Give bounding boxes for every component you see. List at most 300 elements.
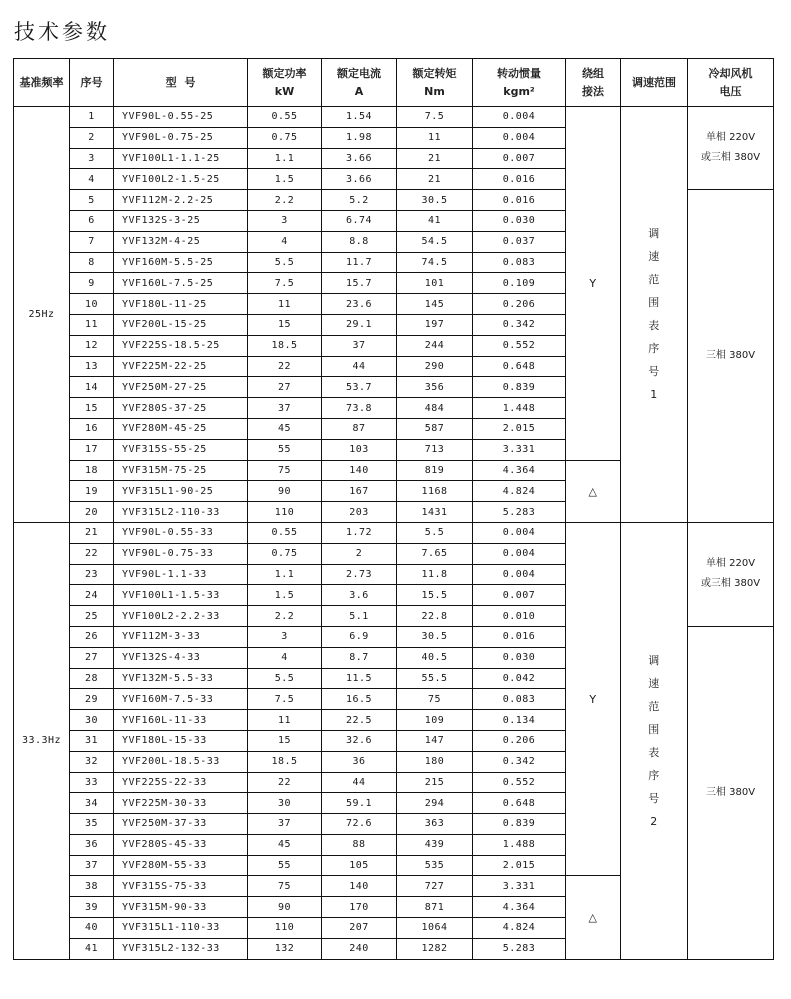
rated-torque-cell: 145	[397, 294, 473, 315]
seq-cell: 32	[70, 751, 114, 772]
rated-torque-cell: 1168	[397, 481, 473, 502]
rated-torque-cell: 484	[397, 398, 473, 419]
seq-cell: 21	[70, 522, 114, 543]
inertia-cell: 0.042	[473, 668, 566, 689]
model-cell: YVF250M-27-25	[114, 377, 248, 398]
rated-torque-cell: 180	[397, 751, 473, 772]
rated-power-cell: 0.55	[248, 107, 322, 128]
speed-range-char: 围	[648, 722, 660, 736]
inertia-cell: 5.283	[473, 938, 566, 959]
rated-current-cell: 44	[322, 772, 397, 793]
base-frequency-cell: 33.3Hz	[14, 522, 70, 959]
seq-cell: 29	[70, 689, 114, 710]
rated-torque-cell: 871	[397, 897, 473, 918]
table-header-row	[14, 59, 774, 107]
inertia-cell: 0.552	[473, 335, 566, 356]
rated-power-cell: 22	[248, 356, 322, 377]
seq-cell: 15	[70, 398, 114, 419]
inertia-cell: 0.839	[473, 377, 566, 398]
inertia-cell: 0.030	[473, 647, 566, 668]
seq-cell: 33	[70, 772, 114, 793]
rated-torque-cell: 54.5	[397, 231, 473, 252]
model-cell: YVF132S-3-25	[114, 210, 248, 231]
seq-cell: 24	[70, 585, 114, 606]
speed-range-char: 表	[648, 319, 660, 333]
inertia-cell: 0.648	[473, 793, 566, 814]
rated-power-cell: 5.5	[248, 668, 322, 689]
inertia-cell: 4.824	[473, 918, 566, 939]
inertia-cell: 0.007	[473, 148, 566, 169]
rated-power-cell: 1.1	[248, 148, 322, 169]
inertia-cell: 1.448	[473, 398, 566, 419]
model-cell: YVF160L-11-33	[114, 710, 248, 731]
rated-power-cell: 30	[248, 793, 322, 814]
rated-current-cell: 240	[322, 938, 397, 959]
rated-current-cell: 36	[322, 751, 397, 772]
model-cell: YVF280M-45-25	[114, 418, 248, 439]
inertia-cell: 0.016	[473, 626, 566, 647]
rated-power-cell: 45	[248, 418, 322, 439]
seq-cell: 4	[70, 169, 114, 190]
header-winding-line2: 接法	[582, 84, 604, 98]
model-cell: YVF315L2-132-33	[114, 938, 248, 959]
header-rated-power	[248, 59, 322, 107]
rated-power-cell: 0.55	[248, 522, 322, 543]
rated-current-cell: 88	[322, 834, 397, 855]
rated-torque-cell: 356	[397, 377, 473, 398]
rated-power-cell: 7.5	[248, 689, 322, 710]
inertia-cell: 0.016	[473, 169, 566, 190]
rated-torque-cell: 15.5	[397, 585, 473, 606]
model-cell: YVF200L-15-25	[114, 314, 248, 335]
rated-current-cell: 32.6	[322, 730, 397, 751]
header-base-frequency: 基准频率	[14, 59, 70, 107]
rated-torque-cell: 1431	[397, 502, 473, 523]
rated-current-cell: 11.5	[322, 668, 397, 689]
model-cell: YVF280S-37-25	[114, 398, 248, 419]
rated-power-cell: 27	[248, 377, 322, 398]
rated-power-cell: 90	[248, 481, 322, 502]
seq-cell: 37	[70, 855, 114, 876]
inertia-cell: 0.206	[473, 294, 566, 315]
seq-cell: 13	[70, 356, 114, 377]
rated-torque-cell: 55.5	[397, 668, 473, 689]
base-frequency-cell: 25Hz	[14, 107, 70, 523]
speed-range-char: 调	[648, 653, 660, 667]
speed-range-cell	[621, 107, 688, 523]
rated-current-cell: 207	[322, 918, 397, 939]
speed-range-char: 2	[650, 814, 658, 828]
inertia-cell: 0.004	[473, 564, 566, 585]
rated-current-cell: 11.7	[322, 252, 397, 273]
rated-torque-cell: 30.5	[397, 190, 473, 211]
model-cell: YVF90L-1.1-33	[114, 564, 248, 585]
fan-voltage-cell	[688, 522, 774, 626]
rated-current-cell: 1.98	[322, 127, 397, 148]
seq-cell: 30	[70, 710, 114, 731]
seq-cell: 38	[70, 876, 114, 897]
rated-torque-cell: 101	[397, 273, 473, 294]
rated-torque-cell: 147	[397, 730, 473, 751]
model-cell: YVF280S-45-33	[114, 834, 248, 855]
rated-power-cell: 5.5	[248, 252, 322, 273]
seq-cell: 14	[70, 377, 114, 398]
inertia-cell: 0.010	[473, 606, 566, 627]
seq-cell: 31	[70, 730, 114, 751]
rated-power-cell: 1.5	[248, 169, 322, 190]
rated-current-cell: 59.1	[322, 793, 397, 814]
rated-current-cell: 23.6	[322, 294, 397, 315]
inertia-cell: 4.824	[473, 481, 566, 502]
model-cell: YVF225S-22-33	[114, 772, 248, 793]
rated-torque-cell: 215	[397, 772, 473, 793]
rated-power-cell: 75	[248, 876, 322, 897]
inertia-cell: 0.648	[473, 356, 566, 377]
rated-current-cell: 15.7	[322, 273, 397, 294]
seq-cell: 17	[70, 439, 114, 460]
speed-range-char: 围	[648, 296, 660, 310]
header-rated-torque	[397, 59, 473, 107]
model-cell: YVF90L-0.75-33	[114, 543, 248, 564]
rated-torque-cell: 294	[397, 793, 473, 814]
inertia-cell: 0.342	[473, 751, 566, 772]
rated-power-cell: 0.75	[248, 127, 322, 148]
rated-current-cell: 1.54	[322, 107, 397, 128]
rated-torque-cell: 109	[397, 710, 473, 731]
rated-torque-cell: 1064	[397, 918, 473, 939]
rated-power-cell: 18.5	[248, 751, 322, 772]
inertia-cell: 0.004	[473, 127, 566, 148]
rated-current-cell: 44	[322, 356, 397, 377]
rated-power-cell: 1.5	[248, 585, 322, 606]
rated-power-cell: 2.2	[248, 190, 322, 211]
header-rated-current-unit: A	[354, 84, 364, 98]
model-cell: YVF180L-15-33	[114, 730, 248, 751]
model-cell: YVF90L-0.55-33	[114, 522, 248, 543]
seq-cell: 11	[70, 314, 114, 335]
rated-power-cell: 0.75	[248, 543, 322, 564]
header-inertia	[473, 59, 566, 107]
inertia-cell: 0.839	[473, 814, 566, 835]
rated-power-cell: 55	[248, 855, 322, 876]
model-cell: YVF225M-30-33	[114, 793, 248, 814]
model-cell: YVF200L-18.5-33	[114, 751, 248, 772]
rated-current-cell: 16.5	[322, 689, 397, 710]
model-cell: YVF112M-2.2-25	[114, 190, 248, 211]
speed-range-char: 速	[648, 250, 660, 264]
speed-range-cell	[621, 522, 688, 959]
model-cell: YVF112M-3-33	[114, 626, 248, 647]
seq-cell: 40	[70, 918, 114, 939]
seq-cell: 12	[70, 335, 114, 356]
inertia-cell: 0.004	[473, 107, 566, 128]
rated-current-cell: 5.1	[322, 606, 397, 627]
rated-current-cell: 105	[322, 855, 397, 876]
inertia-cell: 0.206	[473, 730, 566, 751]
rated-power-cell: 3	[248, 626, 322, 647]
rated-current-cell: 29.1	[322, 314, 397, 335]
header-model: 型 号	[114, 59, 248, 107]
inertia-cell: 2.015	[473, 855, 566, 876]
inertia-cell: 0.016	[473, 190, 566, 211]
rated-torque-cell: 11.8	[397, 564, 473, 585]
speed-range-char: 调	[648, 227, 660, 241]
inertia-cell: 2.015	[473, 418, 566, 439]
header-fan-voltage-line1: 冷却风机	[708, 66, 753, 80]
rated-power-cell: 3	[248, 210, 322, 231]
seq-cell: 2	[70, 127, 114, 148]
rated-power-cell: 11	[248, 294, 322, 315]
seq-cell: 9	[70, 273, 114, 294]
model-cell: YVF315S-55-25	[114, 439, 248, 460]
model-cell: YVF315M-75-25	[114, 460, 248, 481]
seq-cell: 6	[70, 210, 114, 231]
speed-range-char: 序	[648, 342, 660, 356]
inertia-cell: 0.030	[473, 210, 566, 231]
header-rated-torque-unit: Nm	[424, 84, 445, 98]
inertia-cell: 5.283	[473, 502, 566, 523]
rated-torque-cell: 587	[397, 418, 473, 439]
inertia-cell: 0.007	[473, 585, 566, 606]
fan-voltage-line: 单相 220V	[705, 132, 756, 144]
model-cell: YVF315M-90-33	[114, 897, 248, 918]
fan-voltage-line: 或三相 380V	[700, 578, 761, 590]
rated-current-cell: 170	[322, 897, 397, 918]
seq-cell: 8	[70, 252, 114, 273]
header-rated-torque-label: 额定转矩	[412, 66, 457, 80]
rated-torque-cell: 7.5	[397, 107, 473, 128]
fan-voltage-cell	[688, 626, 774, 959]
speed-range-char: 速	[648, 676, 660, 690]
rated-current-cell: 5.2	[322, 190, 397, 211]
inertia-cell: 1.488	[473, 834, 566, 855]
rated-power-cell: 11	[248, 710, 322, 731]
model-cell: YVF90L-0.55-25	[114, 107, 248, 128]
winding-connection-cell: △	[566, 876, 621, 959]
rated-torque-cell: 41	[397, 210, 473, 231]
model-cell: YVF100L2-2.2-33	[114, 606, 248, 627]
model-cell: YVF132M-5.5-33	[114, 668, 248, 689]
inertia-cell: 0.037	[473, 231, 566, 252]
rated-current-cell: 72.6	[322, 814, 397, 835]
seq-cell: 7	[70, 231, 114, 252]
rated-power-cell: 37	[248, 398, 322, 419]
rated-power-cell: 90	[248, 897, 322, 918]
winding-connection-cell: Y	[566, 522, 621, 876]
rated-torque-cell: 727	[397, 876, 473, 897]
rated-power-cell: 22	[248, 772, 322, 793]
rated-current-cell: 2	[322, 543, 397, 564]
seq-cell: 10	[70, 294, 114, 315]
model-cell: YVF315L2-110-33	[114, 502, 248, 523]
rated-current-cell: 53.7	[322, 377, 397, 398]
model-cell: YVF315L1-90-25	[114, 481, 248, 502]
model-cell: YVF160M-7.5-33	[114, 689, 248, 710]
seq-cell: 36	[70, 834, 114, 855]
winding-connection-cell: Y	[566, 107, 621, 461]
inertia-cell: 0.134	[473, 710, 566, 731]
rated-power-cell: 18.5	[248, 335, 322, 356]
rated-power-cell: 2.2	[248, 606, 322, 627]
speed-range-char: 表	[648, 745, 660, 759]
rated-power-cell: 110	[248, 502, 322, 523]
technical-parameters-table	[13, 58, 774, 960]
rated-current-cell: 140	[322, 460, 397, 481]
header-fan-voltage	[688, 59, 774, 107]
header-rated-power-label: 额定功率	[262, 66, 307, 80]
inertia-cell: 0.004	[473, 543, 566, 564]
fan-voltage-line: 三相 380V	[705, 786, 756, 798]
rated-current-cell: 22.5	[322, 710, 397, 731]
rated-torque-cell: 40.5	[397, 647, 473, 668]
rated-power-cell: 15	[248, 730, 322, 751]
seq-cell: 18	[70, 460, 114, 481]
rated-current-cell: 140	[322, 876, 397, 897]
header-winding-line1: 绕组	[582, 66, 604, 80]
seq-cell: 19	[70, 481, 114, 502]
rated-power-cell: 15	[248, 314, 322, 335]
rated-power-cell: 75	[248, 460, 322, 481]
rated-current-cell: 1.72	[322, 522, 397, 543]
rated-current-cell: 103	[322, 439, 397, 460]
header-rated-power-unit: kW	[274, 84, 295, 98]
seq-cell: 22	[70, 543, 114, 564]
rated-current-cell: 6.74	[322, 210, 397, 231]
rated-torque-cell: 197	[397, 314, 473, 335]
winding-connection-cell: △	[566, 460, 621, 522]
table-row	[14, 522, 774, 543]
header-inertia-unit: kgm²	[503, 84, 535, 98]
seq-cell: 35	[70, 814, 114, 835]
rated-power-cell: 4	[248, 647, 322, 668]
rated-torque-cell: 244	[397, 335, 473, 356]
model-cell: YVF280M-55-33	[114, 855, 248, 876]
rated-current-cell: 3.66	[322, 169, 397, 190]
seq-cell: 20	[70, 502, 114, 523]
rated-torque-cell: 1282	[397, 938, 473, 959]
rated-torque-cell: 30.5	[397, 626, 473, 647]
seq-cell: 27	[70, 647, 114, 668]
inertia-cell: 4.364	[473, 897, 566, 918]
speed-range-char: 1	[650, 388, 658, 402]
seq-cell: 41	[70, 938, 114, 959]
rated-power-cell: 7.5	[248, 273, 322, 294]
header-inertia-label: 转动惯量	[497, 66, 541, 80]
rated-torque-cell: 439	[397, 834, 473, 855]
rated-torque-cell: 22.8	[397, 606, 473, 627]
speed-range-char: 范	[648, 273, 660, 287]
rated-torque-cell: 290	[397, 356, 473, 377]
model-cell: YVF100L1-1.1-25	[114, 148, 248, 169]
rated-current-cell: 87	[322, 418, 397, 439]
seq-cell: 39	[70, 897, 114, 918]
model-cell: YVF100L1-1.5-33	[114, 585, 248, 606]
model-cell: YVF225S-18.5-25	[114, 335, 248, 356]
fan-voltage-line: 三相 380V	[705, 350, 756, 362]
rated-torque-cell: 5.5	[397, 522, 473, 543]
rated-torque-cell: 21	[397, 169, 473, 190]
header-winding	[566, 59, 621, 107]
inertia-cell: 0.342	[473, 314, 566, 335]
seq-cell: 34	[70, 793, 114, 814]
speed-range-char: 号	[648, 791, 660, 805]
model-cell: YVF160M-5.5-25	[114, 252, 248, 273]
seq-cell: 5	[70, 190, 114, 211]
inertia-cell: 3.331	[473, 439, 566, 460]
rated-torque-cell: 75	[397, 689, 473, 710]
inertia-cell: 0.004	[473, 522, 566, 543]
rated-torque-cell: 819	[397, 460, 473, 481]
model-cell: YVF132M-4-25	[114, 231, 248, 252]
rated-torque-cell: 713	[397, 439, 473, 460]
rated-current-cell: 8.8	[322, 231, 397, 252]
seq-cell: 26	[70, 626, 114, 647]
speed-range-char: 序	[648, 768, 660, 782]
inertia-cell: 0.552	[473, 772, 566, 793]
rated-torque-cell: 7.65	[397, 543, 473, 564]
rated-power-cell: 110	[248, 918, 322, 939]
model-cell: YVF132S-4-33	[114, 647, 248, 668]
header-fan-voltage-line2: 电压	[719, 84, 742, 98]
table-row	[14, 107, 774, 128]
rated-torque-cell: 11	[397, 127, 473, 148]
rated-current-cell: 203	[322, 502, 397, 523]
model-cell: YVF250M-37-33	[114, 814, 248, 835]
fan-voltage-line: 单相 220V	[705, 558, 756, 570]
seq-cell: 3	[70, 148, 114, 169]
seq-cell: 16	[70, 418, 114, 439]
rated-power-cell: 1.1	[248, 564, 322, 585]
model-cell: YVF100L2-1.5-25	[114, 169, 248, 190]
rated-power-cell: 132	[248, 938, 322, 959]
model-cell: YVF315L1-110-33	[114, 918, 248, 939]
inertia-cell: 0.109	[473, 273, 566, 294]
seq-cell: 23	[70, 564, 114, 585]
rated-current-cell: 37	[322, 335, 397, 356]
rated-torque-cell: 535	[397, 855, 473, 876]
fan-voltage-cell	[688, 107, 774, 190]
header-rated-current	[322, 59, 397, 107]
rated-current-cell: 73.8	[322, 398, 397, 419]
model-cell: YVF160L-7.5-25	[114, 273, 248, 294]
fan-voltage-line: 或三相 380V	[700, 152, 761, 164]
fan-voltage-cell	[688, 190, 774, 523]
seq-cell: 25	[70, 606, 114, 627]
inertia-cell: 0.083	[473, 689, 566, 710]
rated-current-cell: 6.9	[322, 626, 397, 647]
header-rated-current-label: 额定电流	[337, 66, 381, 80]
rated-current-cell: 3.6	[322, 585, 397, 606]
page-title: 技术参数	[14, 20, 110, 45]
inertia-cell: 0.083	[473, 252, 566, 273]
table-body	[14, 107, 774, 960]
rated-power-cell: 55	[248, 439, 322, 460]
rated-torque-cell: 74.5	[397, 252, 473, 273]
seq-cell: 28	[70, 668, 114, 689]
inertia-cell: 4.364	[473, 460, 566, 481]
model-cell: YVF315S-75-33	[114, 876, 248, 897]
rated-power-cell: 37	[248, 814, 322, 835]
rated-power-cell: 45	[248, 834, 322, 855]
rated-current-cell: 3.66	[322, 148, 397, 169]
header-seq: 序号	[70, 59, 114, 107]
rated-current-cell: 167	[322, 481, 397, 502]
speed-range-char: 号	[648, 365, 660, 379]
header-speed-range: 调速范围	[621, 59, 688, 107]
model-cell: YVF225M-22-25	[114, 356, 248, 377]
model-cell: YVF180L-11-25	[114, 294, 248, 315]
rated-torque-cell: 363	[397, 814, 473, 835]
